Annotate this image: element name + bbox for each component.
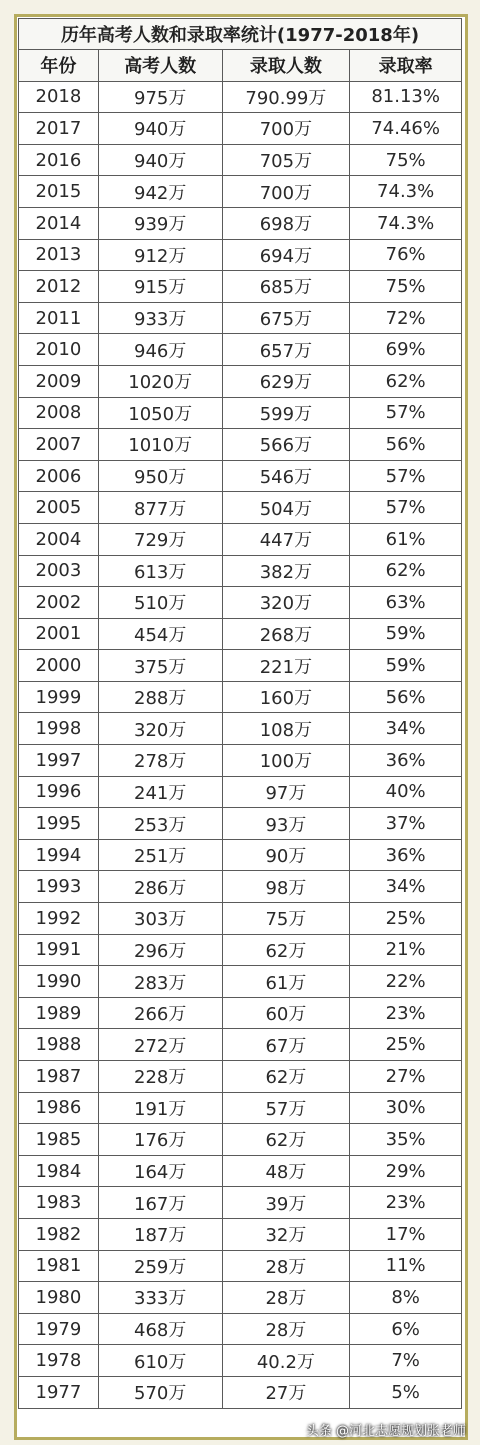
cell-rate: 75%	[350, 145, 462, 177]
cell-admitted: 62万	[223, 1061, 351, 1093]
cell-admitted: 27万	[223, 1377, 351, 1409]
cell-year: 2004	[19, 524, 99, 556]
cell-admitted: 28万	[223, 1251, 351, 1283]
cell-rate: 81.13%	[350, 82, 462, 114]
cell-admitted: 75万	[223, 903, 351, 935]
cell-admitted: 62万	[223, 1124, 351, 1156]
cell-admitted: 108万	[223, 713, 351, 745]
cell-rate: 63%	[350, 587, 462, 619]
table-row	[19, 682, 462, 714]
cell-applicants: 912万	[99, 240, 223, 272]
table-row	[19, 113, 462, 145]
cell-year: 1980	[19, 1282, 99, 1314]
table-title: 历年高考人数和录取率统计(1977-2018年)	[19, 19, 462, 50]
cell-applicants: 303万	[99, 903, 223, 935]
cell-rate: 25%	[350, 903, 462, 935]
cell-admitted: 100万	[223, 745, 351, 777]
table-row	[19, 271, 462, 303]
cell-rate: 6%	[350, 1314, 462, 1346]
cell-applicants: 940万	[99, 145, 223, 177]
cell-rate: 57%	[350, 492, 462, 524]
cell-rate: 57%	[350, 461, 462, 493]
cell-year: 1998	[19, 713, 99, 745]
table-row	[19, 650, 462, 682]
table-row	[19, 745, 462, 777]
cell-rate: 62%	[350, 366, 462, 398]
table-row	[19, 808, 462, 840]
cell-applicants: 320万	[99, 713, 223, 745]
cell-admitted: 93万	[223, 808, 351, 840]
table-row	[19, 1124, 462, 1156]
cell-year: 2007	[19, 429, 99, 461]
cell-admitted: 28万	[223, 1314, 351, 1346]
table-row	[19, 303, 462, 335]
cell-rate: 30%	[350, 1093, 462, 1125]
cell-admitted: 700万	[223, 176, 351, 208]
cell-rate: 57%	[350, 398, 462, 430]
cell-year: 2000	[19, 650, 99, 682]
cell-admitted: 657万	[223, 334, 351, 366]
cell-applicants: 975万	[99, 82, 223, 114]
cell-year: 1986	[19, 1093, 99, 1125]
cell-rate: 62%	[350, 556, 462, 588]
cell-year: 1982	[19, 1219, 99, 1251]
cell-admitted: 546万	[223, 461, 351, 493]
cell-year: 2002	[19, 587, 99, 619]
cell-admitted: 320万	[223, 587, 351, 619]
table-header-row	[19, 50, 462, 82]
table-row	[19, 998, 462, 1030]
cell-year: 2001	[19, 619, 99, 651]
cell-rate: 40%	[350, 777, 462, 809]
table-row	[19, 1314, 462, 1346]
table-row	[19, 1282, 462, 1314]
cell-year: 2011	[19, 303, 99, 335]
watermark-text: 头条 @河北志愿规划张老师	[305, 1424, 466, 1439]
cell-applicants: 272万	[99, 1029, 223, 1061]
table-row	[19, 82, 462, 114]
cell-year: 2005	[19, 492, 99, 524]
cell-rate: 21%	[350, 935, 462, 967]
cell-year: 2017	[19, 113, 99, 145]
table-row	[19, 1061, 462, 1093]
table-row	[19, 587, 462, 619]
header-applicants: 高考人数	[99, 50, 223, 82]
cell-year: 1979	[19, 1314, 99, 1346]
cell-year: 2006	[19, 461, 99, 493]
cell-rate: 56%	[350, 682, 462, 714]
cell-applicants: 613万	[99, 556, 223, 588]
cell-admitted: 40.2万	[223, 1345, 351, 1377]
cell-rate: 22%	[350, 966, 462, 998]
cell-rate: 7%	[350, 1345, 462, 1377]
cell-admitted: 32万	[223, 1219, 351, 1251]
cell-year: 1991	[19, 935, 99, 967]
cell-rate: 75%	[350, 271, 462, 303]
table-row	[19, 492, 462, 524]
cell-year: 2016	[19, 145, 99, 177]
cell-applicants: 167万	[99, 1187, 223, 1219]
table-row	[19, 176, 462, 208]
table-row	[19, 1345, 462, 1377]
table-row	[19, 1156, 462, 1188]
cell-year: 2012	[19, 271, 99, 303]
cell-year: 1989	[19, 998, 99, 1030]
cell-admitted: 48万	[223, 1156, 351, 1188]
cell-admitted: 599万	[223, 398, 351, 430]
table-row	[19, 619, 462, 651]
cell-applicants: 877万	[99, 492, 223, 524]
cell-applicants: 1020万	[99, 366, 223, 398]
cell-admitted: 566万	[223, 429, 351, 461]
cell-rate: 36%	[350, 745, 462, 777]
cell-rate: 72%	[350, 303, 462, 335]
cell-rate: 23%	[350, 1187, 462, 1219]
cell-rate: 74.46%	[350, 113, 462, 145]
cell-admitted: 447万	[223, 524, 351, 556]
cell-year: 2014	[19, 208, 99, 240]
cell-applicants: 283万	[99, 966, 223, 998]
cell-year: 1977	[19, 1377, 99, 1409]
cell-rate: 34%	[350, 871, 462, 903]
table-body	[19, 82, 462, 1409]
cell-applicants: 333万	[99, 1282, 223, 1314]
cell-year: 1994	[19, 840, 99, 872]
cell-year: 1995	[19, 808, 99, 840]
cell-rate: 61%	[350, 524, 462, 556]
cell-applicants: 570万	[99, 1377, 223, 1409]
table-row	[19, 871, 462, 903]
cell-admitted: 382万	[223, 556, 351, 588]
table-row	[19, 334, 462, 366]
cell-rate: 74.3%	[350, 176, 462, 208]
cell-admitted: 221万	[223, 650, 351, 682]
cell-admitted: 675万	[223, 303, 351, 335]
cell-applicants: 610万	[99, 1345, 223, 1377]
cell-rate: 34%	[350, 713, 462, 745]
cell-applicants: 259万	[99, 1251, 223, 1283]
cell-year: 2009	[19, 366, 99, 398]
cell-year: 1990	[19, 966, 99, 998]
cell-year: 2018	[19, 82, 99, 114]
cell-year: 1999	[19, 682, 99, 714]
cell-applicants: 164万	[99, 1156, 223, 1188]
cell-applicants: 187万	[99, 1219, 223, 1251]
cell-admitted: 57万	[223, 1093, 351, 1125]
cell-year: 2013	[19, 240, 99, 272]
cell-year: 1996	[19, 777, 99, 809]
cell-admitted: 39万	[223, 1187, 351, 1219]
cell-applicants: 253万	[99, 808, 223, 840]
cell-applicants: 933万	[99, 303, 223, 335]
cell-applicants: 191万	[99, 1093, 223, 1125]
table-row	[19, 366, 462, 398]
cell-year: 1981	[19, 1251, 99, 1283]
table-row	[19, 966, 462, 998]
table-row	[19, 240, 462, 272]
cell-applicants: 1010万	[99, 429, 223, 461]
table-row	[19, 524, 462, 556]
cell-rate: 36%	[350, 840, 462, 872]
cell-admitted: 98万	[223, 871, 351, 903]
cell-applicants: 278万	[99, 745, 223, 777]
table-row	[19, 429, 462, 461]
cell-applicants: 288万	[99, 682, 223, 714]
header-year: 年份	[19, 50, 99, 82]
cell-admitted: 90万	[223, 840, 351, 872]
cell-applicants: 942万	[99, 176, 223, 208]
cell-rate: 17%	[350, 1219, 462, 1251]
cell-applicants: 729万	[99, 524, 223, 556]
table-row	[19, 1377, 462, 1409]
table-row	[19, 1251, 462, 1283]
cell-rate: 5%	[350, 1377, 462, 1409]
cell-rate: 56%	[350, 429, 462, 461]
header-admitted: 录取人数	[223, 50, 351, 82]
cell-year: 1997	[19, 745, 99, 777]
cell-applicants: 940万	[99, 113, 223, 145]
cell-admitted: 62万	[223, 935, 351, 967]
cell-applicants: 950万	[99, 461, 223, 493]
admission-stats-table	[18, 18, 462, 1409]
cell-year: 1993	[19, 871, 99, 903]
cell-year: 2015	[19, 176, 99, 208]
table-row	[19, 556, 462, 588]
cell-applicants: 1050万	[99, 398, 223, 430]
cell-rate: 59%	[350, 619, 462, 651]
source-watermark	[306, 1420, 466, 1439]
table-row	[19, 1029, 462, 1061]
cell-rate: 11%	[350, 1251, 462, 1283]
cell-year: 2003	[19, 556, 99, 588]
table-row	[19, 1187, 462, 1219]
cell-year: 1983	[19, 1187, 99, 1219]
cell-year: 1988	[19, 1029, 99, 1061]
cell-admitted: 629万	[223, 366, 351, 398]
table-row	[19, 461, 462, 493]
cell-year: 1978	[19, 1345, 99, 1377]
cell-admitted: 694万	[223, 240, 351, 272]
cell-admitted: 97万	[223, 777, 351, 809]
cell-applicants: 454万	[99, 619, 223, 651]
cell-applicants: 266万	[99, 998, 223, 1030]
header-rate: 录取率	[350, 50, 462, 82]
table-row	[19, 777, 462, 809]
table-row	[19, 145, 462, 177]
cell-admitted: 790.99万	[223, 82, 351, 114]
cell-rate: 25%	[350, 1029, 462, 1061]
table-row	[19, 398, 462, 430]
cell-admitted: 67万	[223, 1029, 351, 1061]
cell-rate: 23%	[350, 998, 462, 1030]
cell-applicants: 510万	[99, 587, 223, 619]
cell-applicants: 176万	[99, 1124, 223, 1156]
cell-admitted: 698万	[223, 208, 351, 240]
table-row	[19, 903, 462, 935]
cell-applicants: 228万	[99, 1061, 223, 1093]
cell-admitted: 160万	[223, 682, 351, 714]
cell-rate: 29%	[350, 1156, 462, 1188]
cell-applicants: 375万	[99, 650, 223, 682]
cell-admitted: 685万	[223, 271, 351, 303]
cell-admitted: 28万	[223, 1282, 351, 1314]
cell-rate: 69%	[350, 334, 462, 366]
cell-admitted: 60万	[223, 998, 351, 1030]
cell-rate: 59%	[350, 650, 462, 682]
table-row	[19, 1219, 462, 1251]
cell-year: 1992	[19, 903, 99, 935]
cell-rate: 27%	[350, 1061, 462, 1093]
cell-rate: 8%	[350, 1282, 462, 1314]
table-row	[19, 208, 462, 240]
cell-admitted: 504万	[223, 492, 351, 524]
cell-admitted: 268万	[223, 619, 351, 651]
cell-rate: 74.3%	[350, 208, 462, 240]
cell-applicants: 915万	[99, 271, 223, 303]
cell-year: 1985	[19, 1124, 99, 1156]
cell-applicants: 251万	[99, 840, 223, 872]
table-row	[19, 713, 462, 745]
table-row	[19, 840, 462, 872]
cell-rate: 37%	[350, 808, 462, 840]
cell-applicants: 939万	[99, 208, 223, 240]
cell-admitted: 700万	[223, 113, 351, 145]
cell-admitted: 705万	[223, 145, 351, 177]
cell-year: 2010	[19, 334, 99, 366]
cell-applicants: 241万	[99, 777, 223, 809]
cell-applicants: 296万	[99, 935, 223, 967]
table-row	[19, 1093, 462, 1125]
cell-applicants: 468万	[99, 1314, 223, 1346]
cell-year: 1984	[19, 1156, 99, 1188]
cell-applicants: 286万	[99, 871, 223, 903]
cell-rate: 35%	[350, 1124, 462, 1156]
cell-year: 1987	[19, 1061, 99, 1093]
cell-year: 2008	[19, 398, 99, 430]
table-row	[19, 935, 462, 967]
cell-admitted: 61万	[223, 966, 351, 998]
cell-rate: 76%	[350, 240, 462, 272]
cell-applicants: 946万	[99, 334, 223, 366]
